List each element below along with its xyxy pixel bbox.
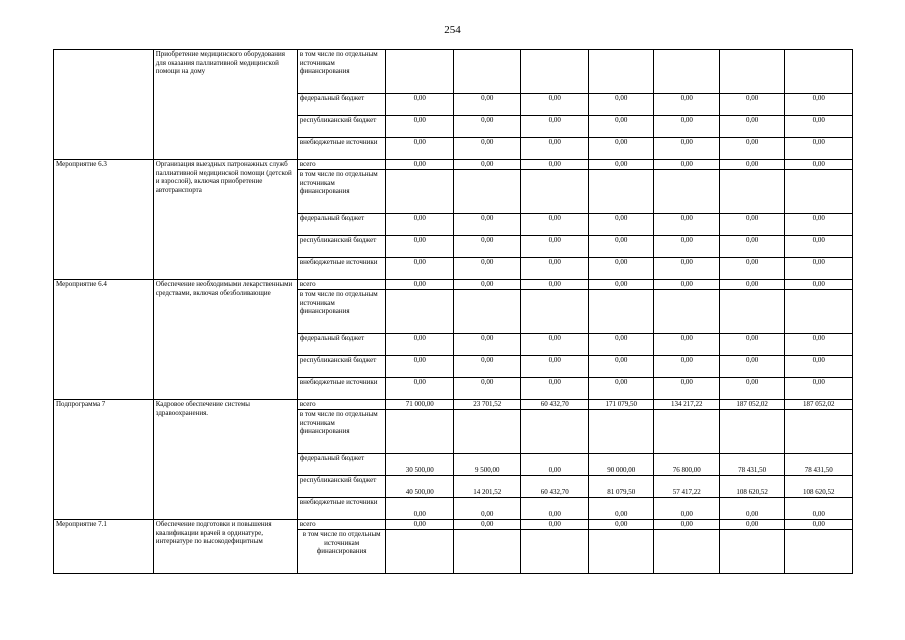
amount-cell: 108 620,52 [785, 476, 853, 498]
amount-cell: 0,00 [719, 214, 784, 236]
amount-cell: 0,00 [453, 356, 521, 378]
amount-cell [521, 290, 589, 334]
amount-cell: 0,00 [521, 280, 589, 290]
measure-code [54, 50, 154, 160]
amount-cell: 60 432,70 [521, 400, 589, 410]
amount-cell [453, 530, 521, 574]
source-label: республиканский бюджет [297, 116, 386, 138]
amount-cell: 0,00 [654, 160, 719, 170]
amount-cell [588, 530, 653, 574]
amount-cell: 0,00 [521, 520, 589, 530]
amount-cell: 0,00 [386, 160, 454, 170]
amount-cell: 0,00 [785, 356, 853, 378]
amount-cell: 0,00 [386, 94, 454, 116]
subprogram-title: Кадровое обеспечение системы здравоохранения. [153, 400, 297, 520]
amount-cell [453, 170, 521, 214]
amount-cell: 0,00 [588, 94, 653, 116]
measure-code: Мероприятие 6.4 [54, 280, 154, 400]
source-label: республиканский бюджет [297, 356, 386, 378]
amount-cell [521, 530, 589, 574]
amount-cell: 0,00 [521, 334, 589, 356]
source-label: в том числе по отдельным источникам финансирования [297, 50, 386, 94]
amount-cell: 0,00 [785, 498, 853, 520]
amount-cell: 0,00 [654, 334, 719, 356]
amount-cell: 76 800,00 [654, 454, 719, 476]
amount-cell: 0,00 [386, 214, 454, 236]
amount-cell [785, 530, 853, 574]
amount-cell [521, 410, 589, 454]
amount-cell: 0,00 [386, 236, 454, 258]
amount-cell [654, 50, 719, 94]
amount-cell: 134 217,22 [654, 400, 719, 410]
amount-cell: 0,00 [785, 520, 853, 530]
amount-cell: 0,00 [588, 498, 653, 520]
amount-cell: 0,00 [654, 280, 719, 290]
amount-cell: 0,00 [588, 356, 653, 378]
amount-cell [521, 50, 589, 94]
amount-cell: 0,00 [521, 160, 589, 170]
amount-cell: 0,00 [785, 236, 853, 258]
amount-cell [453, 290, 521, 334]
amount-cell: 0,00 [719, 520, 784, 530]
subprogram-code: Подпрограмма 7 [54, 400, 154, 520]
source-label: федеральный бюджет [297, 334, 386, 356]
amount-cell: 0,00 [785, 160, 853, 170]
amount-cell: 0,00 [588, 280, 653, 290]
amount-cell: 0,00 [453, 520, 521, 530]
amount-cell: 0,00 [719, 498, 784, 520]
amount-cell: 71 000,00 [386, 400, 454, 410]
amount-cell: 0,00 [521, 498, 589, 520]
amount-cell: 0,00 [521, 356, 589, 378]
amount-cell: 0,00 [453, 498, 521, 520]
amount-cell: 0,00 [719, 334, 784, 356]
amount-cell [654, 530, 719, 574]
amount-cell: 0,00 [654, 116, 719, 138]
amount-cell: 0,00 [654, 356, 719, 378]
table-row [54, 280, 853, 290]
amount-cell: 0,00 [785, 214, 853, 236]
amount-cell: 0,00 [453, 334, 521, 356]
amount-cell [386, 530, 454, 574]
amount-cell: 0,00 [719, 378, 784, 400]
source-label: федеральный бюджет [297, 214, 386, 236]
amount-cell: 0,00 [521, 236, 589, 258]
amount-cell: 0,00 [588, 236, 653, 258]
amount-cell: 0,00 [654, 258, 719, 280]
amount-cell: 0,00 [521, 138, 589, 160]
amount-cell: 0,00 [588, 116, 653, 138]
amount-cell: 0,00 [785, 258, 853, 280]
source-label: федеральный бюджет [297, 454, 386, 476]
amount-cell [785, 290, 853, 334]
amount-cell [386, 50, 454, 94]
amount-cell: 0,00 [654, 378, 719, 400]
source-label: республиканский бюджет [297, 476, 386, 498]
amount-cell: 0,00 [386, 258, 454, 280]
amount-cell [386, 290, 454, 334]
amount-cell: 14 201,52 [453, 476, 521, 498]
amount-cell: 0,00 [521, 258, 589, 280]
amount-cell: 0,00 [386, 356, 454, 378]
amount-cell: 0,00 [785, 334, 853, 356]
amount-cell: 0,00 [453, 280, 521, 290]
amount-cell: 81 079,50 [588, 476, 653, 498]
amount-cell [785, 170, 853, 214]
amount-cell: 0,00 [521, 94, 589, 116]
amount-cell: 0,00 [453, 116, 521, 138]
amount-cell: 0,00 [453, 258, 521, 280]
amount-cell: 0,00 [453, 160, 521, 170]
amount-cell: 187 052,02 [785, 400, 853, 410]
amount-cell: 0,00 [719, 116, 784, 138]
amount-cell: 60 432,70 [521, 476, 589, 498]
amount-cell: 0,00 [588, 214, 653, 236]
amount-cell: 90 000,00 [588, 454, 653, 476]
source-label: внебюджетные источники [297, 498, 386, 520]
amount-cell: 0,00 [453, 214, 521, 236]
source-label: внебюджетные источники [297, 258, 386, 280]
amount-cell: 108 620,52 [719, 476, 784, 498]
page-number: 254 [444, 24, 461, 36]
measure-title: Приобретение медицинского оборудования для оказания паллиативной медицинской помощи на дому [153, 50, 297, 160]
amount-cell: 0,00 [386, 498, 454, 520]
amount-cell [453, 50, 521, 94]
amount-cell: 0,00 [521, 116, 589, 138]
amount-cell [654, 290, 719, 334]
source-label: федеральный бюджет [297, 94, 386, 116]
amount-cell: 40 500,00 [386, 476, 454, 498]
amount-cell: 0,00 [785, 116, 853, 138]
amount-cell: 0,00 [588, 258, 653, 280]
amount-cell: 0,00 [521, 214, 589, 236]
source-label: в том числе по отдельным источникам финансирования [297, 290, 386, 334]
amount-cell: 0,00 [654, 138, 719, 160]
amount-cell: 0,00 [453, 94, 521, 116]
source-label: всего [297, 280, 386, 290]
amount-cell: 0,00 [719, 160, 784, 170]
amount-cell [588, 170, 653, 214]
amount-cell: 0,00 [719, 94, 784, 116]
source-label: в том числе по отдельным источникам финансирования [297, 410, 386, 454]
table-row [54, 160, 853, 170]
amount-cell [386, 170, 454, 214]
amount-cell: 9 500,00 [453, 454, 521, 476]
amount-cell [521, 170, 589, 214]
amount-cell: 0,00 [588, 138, 653, 160]
amount-cell: 30 500,00 [386, 454, 454, 476]
source-label: всего [297, 160, 386, 170]
table-row [54, 520, 853, 530]
source-label: в том числе по отдельным источникам финансирования [297, 530, 386, 574]
amount-cell: 78 431,50 [719, 454, 784, 476]
amount-cell: 0,00 [719, 258, 784, 280]
amount-cell: 78 431,50 [785, 454, 853, 476]
amount-cell [453, 410, 521, 454]
source-label: республиканский бюджет [297, 236, 386, 258]
source-label: внебюджетные источники [297, 378, 386, 400]
amount-cell: 0,00 [588, 160, 653, 170]
amount-cell [719, 410, 784, 454]
amount-cell: 0,00 [453, 138, 521, 160]
amount-cell: 0,00 [521, 454, 589, 476]
amount-cell: 0,00 [588, 378, 653, 400]
amount-cell: 0,00 [785, 378, 853, 400]
amount-cell [588, 290, 653, 334]
source-label: внебюджетные источники [297, 138, 386, 160]
amount-cell [719, 50, 784, 94]
amount-cell: 0,00 [719, 236, 784, 258]
amount-cell: 0,00 [719, 138, 784, 160]
source-label: всего [297, 520, 386, 530]
amount-cell: 0,00 [386, 116, 454, 138]
measure-code: Мероприятие 7.1 [54, 520, 154, 574]
amount-cell: 0,00 [654, 236, 719, 258]
amount-cell: 0,00 [521, 378, 589, 400]
measure-code: Мероприятие 6.3 [54, 160, 154, 280]
amount-cell: 57 417,22 [654, 476, 719, 498]
amount-cell: 187 052,02 [719, 400, 784, 410]
amount-cell: 23 701,52 [453, 400, 521, 410]
amount-cell [719, 530, 784, 574]
amount-cell [386, 410, 454, 454]
amount-cell [785, 410, 853, 454]
amount-cell [588, 50, 653, 94]
amount-cell [654, 410, 719, 454]
amount-cell: 0,00 [654, 498, 719, 520]
amount-cell [719, 290, 784, 334]
amount-cell: 0,00 [386, 138, 454, 160]
amount-cell [785, 50, 853, 94]
source-label: в том числе по отдельным источникам финансирования [297, 170, 386, 214]
amount-cell: 0,00 [785, 138, 853, 160]
amount-cell: 0,00 [386, 334, 454, 356]
amount-cell: 0,00 [453, 378, 521, 400]
amount-cell: 0,00 [588, 520, 653, 530]
amount-cell: 0,00 [386, 520, 454, 530]
source-label: всего [297, 400, 386, 410]
amount-cell: 0,00 [654, 520, 719, 530]
table-row [54, 400, 853, 410]
amount-cell [719, 170, 784, 214]
amount-cell: 171 079,50 [588, 400, 653, 410]
amount-cell: 0,00 [785, 94, 853, 116]
funding-table [53, 49, 853, 574]
measure-title: Обеспечение необходимыми лекарственными средствами, включая обезболивающие [153, 280, 297, 400]
amount-cell: 0,00 [453, 236, 521, 258]
measure-title: Организация выездных патронажных служб паллиативной медицинской помощи (детской и взрослой), включая приобретение автотранспорта [153, 160, 297, 280]
measure-title: Обеспечение подготовки и повышения квалификации врачей в ординатуре, интернатуре по высокодефицитным [153, 520, 297, 574]
amount-cell: 0,00 [588, 334, 653, 356]
amount-cell: 0,00 [719, 356, 784, 378]
amount-cell: 0,00 [785, 280, 853, 290]
amount-cell: 0,00 [654, 94, 719, 116]
amount-cell: 0,00 [654, 214, 719, 236]
amount-cell [588, 410, 653, 454]
amount-cell: 0,00 [719, 280, 784, 290]
amount-cell [654, 170, 719, 214]
amount-cell: 0,00 [386, 280, 454, 290]
amount-cell: 0,00 [386, 378, 454, 400]
table-row [54, 50, 853, 94]
